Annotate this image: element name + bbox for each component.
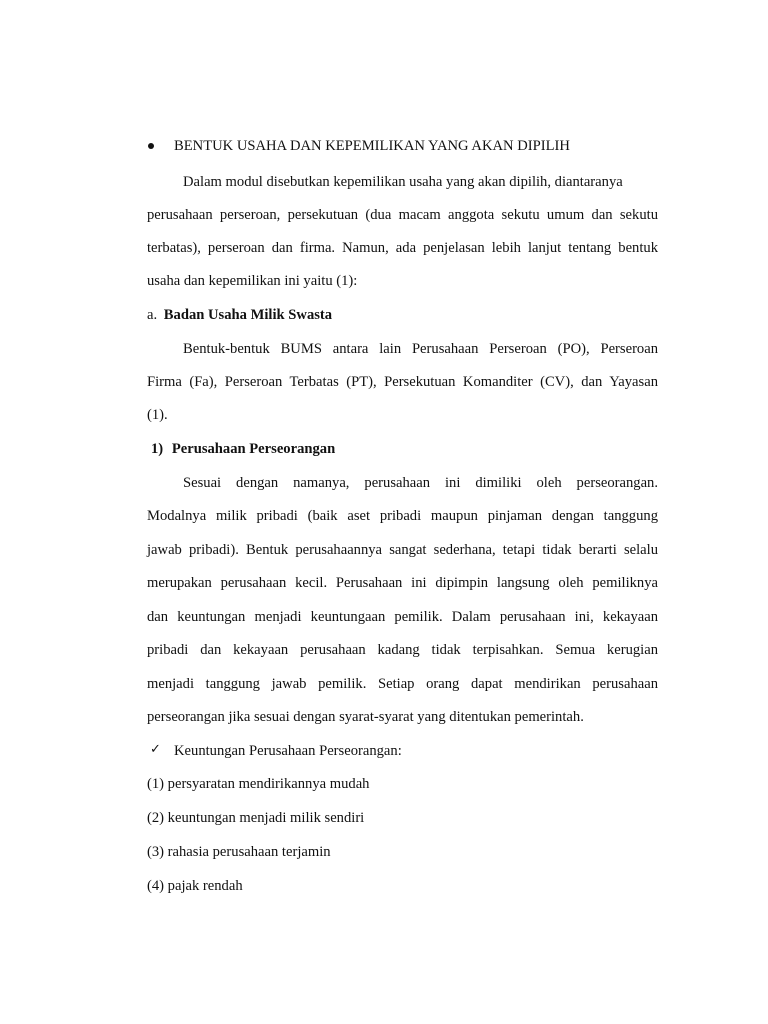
subsection-1-marker: 1) [151,441,164,457]
subsection-a-title: Badan Usaha Milik Swasta [163,307,333,323]
perseorangan-line-4: merupakan perusahaan kecil. Perusahaan ini dipimpin langsung oleh pemiliknya [147,575,658,591]
perseorangan-line-1: Sesuai dengan namanya, perusahaan ini dimiliki oleh perseorangan. [183,475,658,491]
perseorangan-line-3: jawab pribadi). Bentuk perusahaannya sangat sederhana, tetapi tidak berarti selalu [147,542,658,558]
subsection-1-heading [151,440,335,458]
perseorangan-line-2: Modalnya milik pribadi (baik aset pribadi maupun pinjaman dengan tanggung [147,508,658,524]
advantage-item-1: (1) persyaratan mendirikannya mudah [147,776,370,792]
advantages-heading: Keuntungan Perusahaan Perseorangan: [174,743,402,759]
intro-line-3: terbatas), perseroan dan firma. Namun, ada penjelasan lebih lanjut tentang bentuk [147,240,658,256]
bums-line-2: Firma (Fa), Perseroan Terbatas (PT), Persekutuan Komanditer (CV), dan Yayasan [147,374,658,390]
advantage-item-4: (4) pajak rendah [147,878,243,894]
perseorangan-line-8: perseorangan jika sesuai dengan syarat-syarat yang ditentukan pemerintah. [147,709,584,725]
subsection-a-marker: a. [147,307,158,323]
subsection-a-heading [147,306,332,324]
advantage-item-2: (2) keuntungan menjadi milik sendiri [147,810,365,826]
intro-line-1: Dalam modul disebutkan kepemilikan usaha yang akan dipilih, diantaranya [183,174,623,190]
bums-line-3: (1). [147,407,168,423]
perseorangan-line-6: pribadi dan kekayaan perusahaan kadang tidak terpisahkan. Semua kerugian [147,642,658,658]
advantage-item-3: (3) rahasia perusahaan terjamin [147,844,331,860]
bums-line-1: Bentuk-bentuk BUMS antara lain Perusahaan Perseroan (PO), Perseroan [183,341,658,357]
perseorangan-line-7: menjadi tanggung jawab pemilik. Setiap orang dapat mendirikan perusahaan [147,676,658,692]
perseorangan-line-5: dan keuntungan menjadi keuntungaan pemilik. Dalam perusahaan ini, kekayaan [147,609,658,625]
bullet-icon [148,143,154,149]
intro-line-4: usaha dan kepemilikan ini yaitu (1): [147,273,358,289]
checkmark-icon: ✓ [150,742,161,757]
subsection-1-title: Perusahaan Perseorangan [171,441,336,457]
section-heading: BENTUK USAHA DAN KEPEMILIKAN YANG AKAN DIPILIH [174,138,570,154]
intro-line-2: perusahaan perseroan, persekutuan (dua macam anggota sekutu umum dan sekutu [147,207,658,223]
